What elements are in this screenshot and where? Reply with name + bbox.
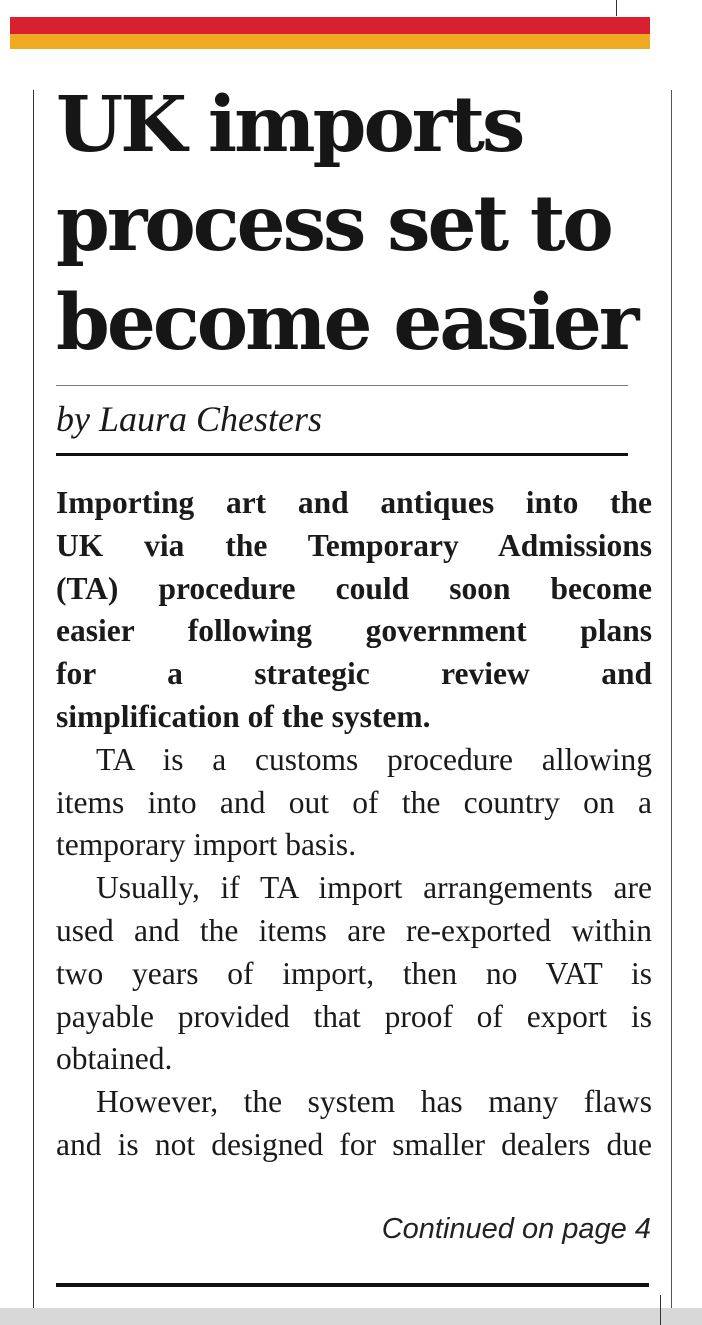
byline: by Laura Chesters (56, 399, 323, 439)
intro-line: UK via the Temporary Admissions (56, 527, 652, 563)
bottom-corner-line (660, 1295, 661, 1325)
paragraph-line: However, the system has many flaws (96, 1084, 652, 1120)
paragraph-line: TA is a customs procedure allowing (96, 741, 652, 777)
byline-bottom-rule (56, 453, 628, 456)
headline (56, 76, 656, 373)
bottom-rule (56, 1283, 649, 1287)
column-rule-right (671, 90, 672, 1308)
paragraph-line: temporary import basis. (56, 827, 357, 863)
header-yellow-bar (10, 34, 650, 49)
intro-line: easier following government plans (56, 613, 652, 649)
article-body (56, 482, 652, 1167)
intro-line: simplification of the system. (56, 698, 431, 734)
intro-line: for a strategic review and (56, 656, 652, 692)
headline-line: UK imports (56, 80, 523, 170)
column-rule-left (33, 90, 34, 1308)
corner-line (616, 0, 617, 16)
paragraph-line: two years of import, then no VAT is (56, 955, 652, 991)
headline-line: process set to (56, 179, 611, 269)
paragraph-line: Usually, if TA import arrangements are (96, 870, 652, 906)
byline-top-rule (56, 385, 628, 386)
paragraph-line: used and the items are re-exported within (56, 912, 652, 948)
intro-line: Importing art and antiques into the (56, 485, 652, 520)
paragraph-line: payable provided that proof of export is (56, 998, 652, 1034)
paragraph-line: items into and out of the country on a (56, 784, 652, 820)
header-red-bar (10, 17, 650, 34)
headline-line: become easier (56, 278, 637, 368)
paragraph-line: and is not designed for smaller dealers due (56, 1126, 652, 1162)
page-bottom-shadow (0, 1308, 702, 1325)
intro-line: (TA) procedure could soon become (56, 570, 652, 606)
paragraph-line: obtained. (56, 1041, 173, 1077)
continued-on-link[interactable]: Continued on page 4 (381, 1213, 651, 1245)
